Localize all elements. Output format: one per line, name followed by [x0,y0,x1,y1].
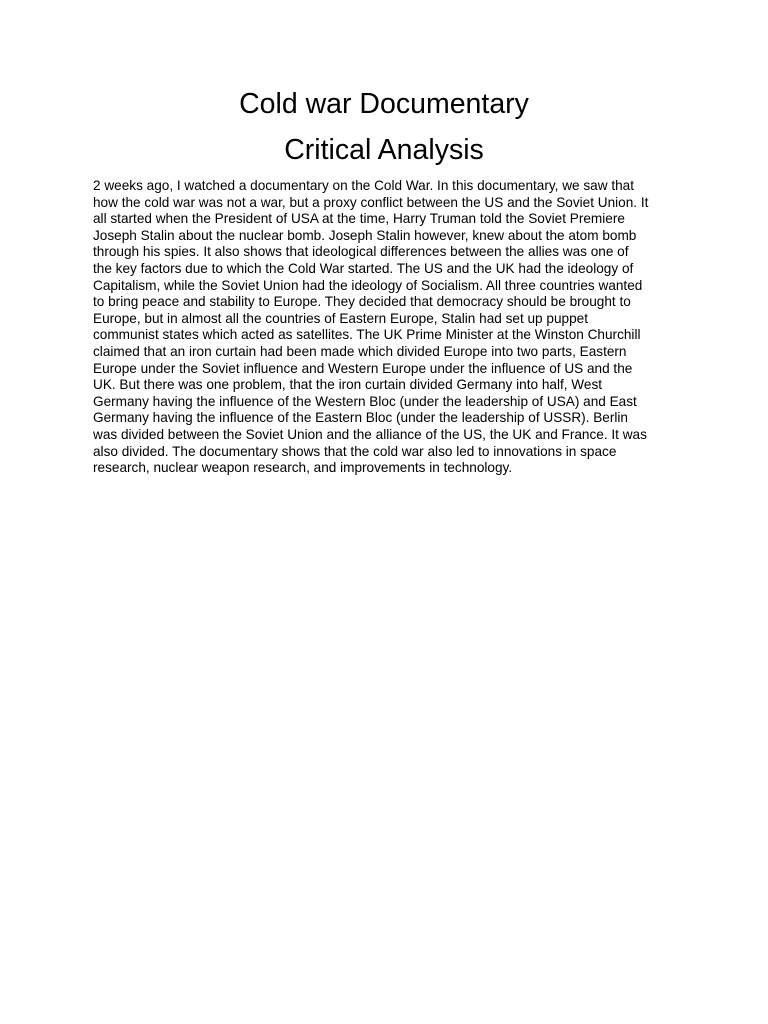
body-line: Europe under the Soviet influence and Western Europe under the influence of US and the [93,360,633,376]
body-line: claimed that an iron curtain had been made which divided Europe into two parts, Eastern [93,343,627,359]
body-line: how the cold war was not a war, but a proxy conflict between the US and the Soviet Union. It [93,194,649,210]
body-line: Germany having the influence of the Western Bloc (under the leadership of USA) and East [93,393,637,409]
body-line: research, nuclear weapon research, and improvements in technology. [93,460,513,476]
body-line: 2 weeks ago, I watched a documentary on the Cold War. In this documentary, we saw that [93,178,635,193]
body-line: UK. But there was one problem, that the iron curtain divided Germany into half, West [93,377,603,393]
document-title: Cold war Documentary [239,88,529,120]
body-line: through his spies. It also shows that ideological differences between the allies was one of [93,244,629,260]
body-paragraph [93,178,683,477]
body-line: was divided between the Soviet Union and the alliance of the US, the UK and France. It was [93,426,647,442]
document-subtitle: Critical Analysis [284,134,484,166]
body-line: communist states which acted as satellites. The UK Prime Minister at the Winston Churchill [93,327,641,343]
body-line: all started when the President of USA at the time, Harry Truman told the Soviet Premiere [93,211,625,227]
body-line: Joseph Stalin about the nuclear bomb. Joseph Stalin however, knew about the atom bomb [93,227,637,243]
body-line: Europe, but in almost all the countries of Eastern Europe, Stalin had set up puppet [93,310,588,326]
body-line: Capitalism, while the Soviet Union had the ideology of Socialism. All three countries wanted [93,277,643,293]
body-line: the key factors due to which the Cold War started. The US and the UK had the ideology of [93,260,634,276]
body-line: to bring peace and stability to Europe. They decided that democracy should be brought to [93,294,631,310]
body-line: Germany having the influence of the Eastern Bloc (under the leadership of USSR). Berlin [93,410,628,426]
body-line: also divided. The documentary shows that the cold war also led to innovations in space [93,443,617,459]
